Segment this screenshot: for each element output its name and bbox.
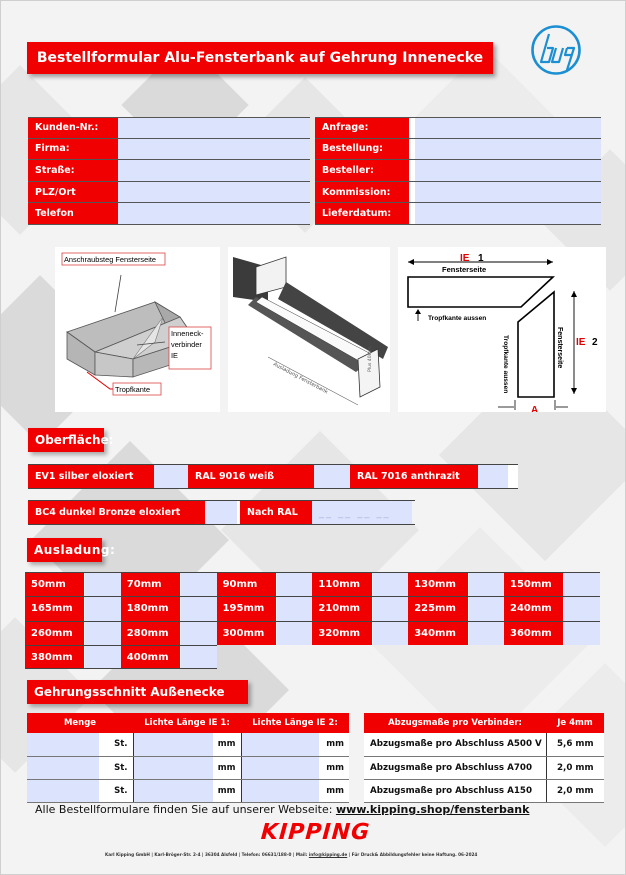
- illus-label: Tropfkante: [115, 385, 151, 394]
- table-row: [27, 779, 349, 802]
- field-row-kunden-nr: [28, 117, 310, 139]
- ral7016-checkbox[interactable]: [478, 465, 508, 488]
- ausladung-checkbox[interactable]: [372, 573, 408, 596]
- ie2-num: 2: [592, 337, 598, 348]
- unit-mm: mm: [213, 733, 241, 756]
- plz-ort-input[interactable]: [118, 182, 310, 203]
- ausladung-row: [25, 596, 600, 620]
- ausladung-checkbox[interactable]: [84, 646, 120, 668]
- order-fields: [315, 117, 601, 225]
- ie1-num: 1: [478, 253, 484, 264]
- kunden-nr-input[interactable]: [118, 118, 310, 138]
- unit-mm: mm: [213, 779, 241, 802]
- field-label: Bestellung:: [315, 139, 409, 160]
- ie1-length-input[interactable]: [133, 756, 213, 779]
- bug-logo: [530, 24, 582, 76]
- imprint-text: Karl Kipping GmbH | Karl-Bröger-Str. 2-4 | 36304 Alsfeld | Telefon: 06631/188-0 | Mail:: [105, 852, 309, 857]
- ausladung-option[interactable]: [25, 573, 121, 596]
- field-row-kommission: [315, 182, 601, 204]
- option-label: BC4 dunkel Bronze eloxiert: [28, 501, 205, 524]
- abzug-header: Abzugsmaße pro Verbinder:: [364, 713, 546, 733]
- imprint: [105, 852, 535, 857]
- ausladung-option[interactable]: [408, 573, 504, 596]
- abzug-value: 5,6 mm: [546, 733, 604, 756]
- field-row-plz-ort: [28, 182, 310, 204]
- ausladung-checkbox[interactable]: [180, 646, 216, 668]
- abzug-value: 2,0 mm: [546, 756, 604, 779]
- telefon-input[interactable]: [118, 203, 310, 224]
- field-row-bestellung: [315, 139, 601, 161]
- ausladung-checkbox[interactable]: [372, 622, 408, 645]
- ie2-length-input[interactable]: [241, 756, 319, 779]
- ev1-checkbox[interactable]: [154, 465, 188, 488]
- ausladung-checkbox[interactable]: [180, 573, 216, 596]
- ie1-length-input[interactable]: [133, 733, 213, 756]
- table-row: [364, 779, 604, 802]
- ausladung-label: 195mm: [217, 597, 276, 620]
- ausladung-option[interactable]: [25, 646, 121, 668]
- customer-fields: [28, 117, 310, 225]
- plan-diagram: [398, 247, 606, 412]
- unit-st: St.: [99, 733, 133, 756]
- illus-label: Ausladung Fensterbank: [272, 361, 329, 396]
- ausladung-option[interactable]: [121, 573, 217, 596]
- menge-input[interactable]: [27, 756, 99, 779]
- website-note: [35, 803, 529, 816]
- ausladung-label: 180mm: [121, 597, 180, 620]
- ausladung-option[interactable]: [408, 622, 504, 645]
- gehrung-table: [27, 713, 349, 803]
- abzug-label: Abzugsmaße pro Abschluss A700: [364, 756, 546, 779]
- ausladung-checkbox[interactable]: [468, 622, 504, 645]
- ausladung-checkbox[interactable]: [84, 622, 120, 645]
- strasse-input[interactable]: [118, 160, 310, 181]
- ausladung-row: [25, 645, 217, 669]
- ausladung-label: 380mm: [25, 646, 84, 668]
- ausladung-option[interactable]: [312, 573, 408, 596]
- field-row-besteller: [315, 160, 601, 182]
- ausladung-label: 110mm: [312, 573, 371, 596]
- field-row-firma: [28, 139, 310, 161]
- option-label: RAL 7016 anthrazit: [350, 465, 478, 488]
- kommission-input[interactable]: [415, 182, 601, 203]
- unit-mm: mm: [319, 779, 349, 802]
- abzug-header-value: Je 4mm: [546, 713, 604, 733]
- ausladung-label: 320mm: [312, 622, 371, 645]
- besteller-input[interactable]: [415, 160, 601, 181]
- abzug-value: 2,0 mm: [546, 779, 604, 802]
- ausladung-label: 165mm: [25, 597, 84, 620]
- unit-mm: mm: [213, 756, 241, 779]
- ausladung-option[interactable]: [217, 622, 313, 645]
- gehrung-heading: Gehrungsschnitt Außenecke: [27, 680, 248, 704]
- field-label: Kunden-Nr.:: [28, 118, 118, 138]
- ausladung-option[interactable]: [504, 573, 600, 596]
- ausladung-option[interactable]: [504, 622, 600, 645]
- table-row: [364, 733, 604, 756]
- ausladung-checkbox[interactable]: [276, 597, 312, 620]
- field-label: PLZ/Ort: [28, 182, 118, 203]
- ausladung-row: [25, 621, 600, 645]
- ausladung-checkbox[interactable]: [563, 622, 599, 645]
- menge-input[interactable]: [27, 733, 99, 756]
- field-label: Anfrage:: [315, 118, 409, 138]
- ausladung-label: 360mm: [504, 622, 563, 645]
- option-label: RAL 9016 weiß: [188, 465, 314, 488]
- ausladung-option[interactable]: [121, 597, 217, 620]
- fensterseite-label: Fensterseite: [442, 265, 487, 274]
- table-row: [27, 756, 349, 779]
- ausladung-checkbox[interactable]: [276, 573, 312, 596]
- table-row: [27, 733, 349, 756]
- unit-st: St.: [99, 779, 133, 802]
- ausladung-checkbox[interactable]: [180, 597, 216, 620]
- ausladung-label: 225mm: [408, 597, 467, 620]
- ausladung-label: 280mm: [121, 622, 180, 645]
- svg-text:verbinder: verbinder: [171, 340, 202, 349]
- ausladung-checkbox[interactable]: [563, 597, 599, 620]
- ausladung-option[interactable]: [121, 646, 217, 668]
- surface-heading: Oberfläche:: [28, 428, 104, 452]
- ausladung-option[interactable]: [312, 622, 408, 645]
- bc4-checkbox[interactable]: [205, 501, 237, 524]
- a-label: A: [531, 405, 539, 412]
- ausladung-checkbox[interactable]: [84, 597, 120, 620]
- fensterseite-side-label: Fensterseite: [556, 327, 563, 369]
- ausladung-label: 240mm: [504, 597, 563, 620]
- corner-connector-illustration: [55, 247, 220, 412]
- ausladung-checkbox[interactable]: [180, 622, 216, 645]
- illus-label: Plus 40mm: [368, 346, 373, 372]
- bestellung-input[interactable]: [415, 139, 601, 160]
- ausladung-option[interactable]: [312, 597, 408, 620]
- menge-input[interactable]: [27, 779, 99, 802]
- field-label: Straße:: [28, 160, 118, 181]
- option-label: EV1 silber eloxiert: [28, 465, 154, 488]
- abzug-label: Abzugsmaße pro Abschluss A500 V: [364, 733, 546, 756]
- ausladung-checkbox[interactable]: [468, 597, 504, 620]
- ausladung-heading: Ausladung:: [27, 538, 102, 562]
- ausladung-checkbox[interactable]: [84, 573, 120, 596]
- ausladung-grid: [25, 572, 600, 669]
- ausladung-label: 260mm: [25, 622, 84, 645]
- field-label: Telefon: [28, 203, 118, 224]
- anfrage-input[interactable]: [415, 118, 601, 138]
- field-label: Besteller:: [315, 160, 409, 181]
- kipping-logo: KIPPING: [260, 820, 372, 845]
- option-label: Nach RAL: [240, 501, 312, 524]
- imprint-text-end: | Für Druck& Abbildungsfehler keine Haftung. 06-2024: [347, 852, 478, 857]
- col-ie1: Lichte Länge IE 1:: [133, 713, 241, 733]
- website-link[interactable]: www.kipping.shop/fensterbank: [335, 803, 530, 816]
- col-ie2: Lichte Länge IE 2:: [241, 713, 349, 733]
- ausladung-label: 130mm: [408, 573, 467, 596]
- svg-text:IE: IE: [171, 351, 178, 360]
- ausladung-label: 340mm: [408, 622, 467, 645]
- ausladung-option[interactable]: [504, 597, 600, 620]
- tropfkante-label: Tropfkante aussen: [428, 315, 487, 322]
- page-title: Bestellformular Alu-Fensterbank auf Gehrung Innenecke: [27, 42, 493, 74]
- tropfkante-side-label: Tropfkante aussen: [502, 335, 509, 394]
- ausladung-label: 210mm: [312, 597, 371, 620]
- website-text: Alle Bestellformulare finden Sie auf unserer Webseite:: [35, 803, 336, 816]
- ie2-label: IE: [576, 337, 586, 348]
- ie1-length-input[interactable]: [133, 779, 213, 802]
- unit-st: St.: [99, 756, 133, 779]
- ausladung-label: 90mm: [217, 573, 276, 596]
- email-link[interactable]: info@kipping.de: [308, 852, 348, 857]
- ausladung-row: [25, 572, 600, 596]
- field-label: Kommission:: [315, 182, 409, 203]
- table-row: [364, 756, 604, 779]
- ausladung-checkbox[interactable]: [372, 597, 408, 620]
- ie1-label: IE: [460, 253, 470, 264]
- field-row-anfrage: [315, 117, 601, 139]
- field-row-telefon: [28, 203, 310, 225]
- col-menge: Menge: [27, 713, 133, 733]
- firma-input[interactable]: [118, 139, 310, 160]
- ie2-length-input[interactable]: [241, 733, 319, 756]
- ausladung-label: 70mm: [121, 573, 180, 596]
- ausladung-option[interactable]: [408, 597, 504, 620]
- ral9016-checkbox[interactable]: [314, 465, 350, 488]
- ausladung-option[interactable]: [25, 622, 121, 645]
- ausladung-option[interactable]: [121, 622, 217, 645]
- ausladung-label: 300mm: [217, 622, 276, 645]
- abzug-label: Abzugsmaße pro Abschluss A150: [364, 779, 546, 802]
- sill-drawing-illustration: [228, 247, 390, 412]
- abzug-table: [364, 713, 604, 803]
- lieferdatum-input[interactable]: [415, 203, 601, 224]
- ausladung-option[interactable]: [217, 597, 313, 620]
- unit-mm: mm: [319, 756, 349, 779]
- surface-options-row-2: [28, 500, 415, 525]
- surface-options-row-1: [28, 464, 518, 489]
- ausladung-option[interactable]: [25, 597, 121, 620]
- ausladung-label: 50mm: [25, 573, 84, 596]
- field-label: Firma:: [28, 139, 118, 160]
- ausladung-checkbox[interactable]: [563, 573, 599, 596]
- ausladung-checkbox[interactable]: [276, 622, 312, 645]
- nach-ral-input[interactable]: __ __ __ __: [312, 501, 412, 524]
- illus-label: Anschraubsteg Fensterseite: [64, 255, 157, 264]
- ausladung-label: 400mm: [121, 646, 180, 668]
- ausladung-label: 150mm: [504, 573, 563, 596]
- field-row-lieferdatum: [315, 203, 601, 225]
- ie2-length-input[interactable]: [241, 779, 319, 802]
- field-row-strasse: [28, 160, 310, 182]
- unit-mm: mm: [319, 733, 349, 756]
- ausladung-option[interactable]: [217, 573, 313, 596]
- field-label: Lieferdatum:: [315, 203, 409, 224]
- ausladung-checkbox[interactable]: [468, 573, 504, 596]
- illus-label: Inneneck-: [171, 329, 204, 338]
